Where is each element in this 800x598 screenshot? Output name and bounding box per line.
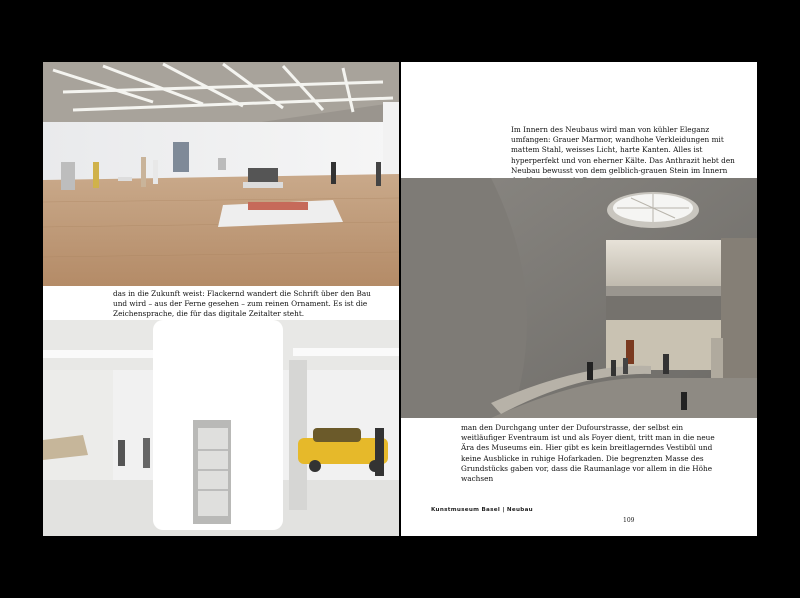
left-paragraph: das in die Zukunft weist: Flackernd wandert die Schrift über den Bau und wird – aus der Ferne gesehen – zum reinen Ornament. Es ist die Zeichensprache, die für das digitale Zeitalter steht. — [113, 289, 371, 319]
right-paragraph-bottom: man den Durchgang unter der Dufourstrasse, der selbst ein weitläufiger Eventraum ist und als Foyer dient, tritt man in die neue Ära des Museums ein. Hier gibt es kein breitlagerndes Vestibül und keine Ausblicke in ruhige Hofarkaden. Die begrenzten Masse des Grundstücks gaben vor, dass die Raumanlage vor allem in die Höhe wachsen — [461, 423, 715, 484]
right-paragraph-top: Im Innern des Neubaus wird man von kühler Eleganz umfangen: Grauer Marmor, wandhohe Verkleidungen mit mattem Stahl, weisses Licht, harte Kanten. Alles ist hyperperfekt und von eherner Kälte. Das Anthrazit hebt den Neubau bewusst von dem gelblich-grauen Stein im Innern — [511, 125, 735, 175]
white-exhibition-room-photo — [43, 320, 399, 536]
right-body-text-bottom — [461, 423, 719, 484]
left-page — [43, 62, 399, 536]
stairwell-photo — [401, 178, 757, 418]
page-number: 109 — [623, 517, 635, 524]
gallery-hall-photo — [43, 62, 399, 286]
running-footer: Kunstmuseum Basel | Neubau — [431, 507, 533, 513]
right-page — [401, 62, 757, 536]
left-body-text — [113, 289, 383, 320]
